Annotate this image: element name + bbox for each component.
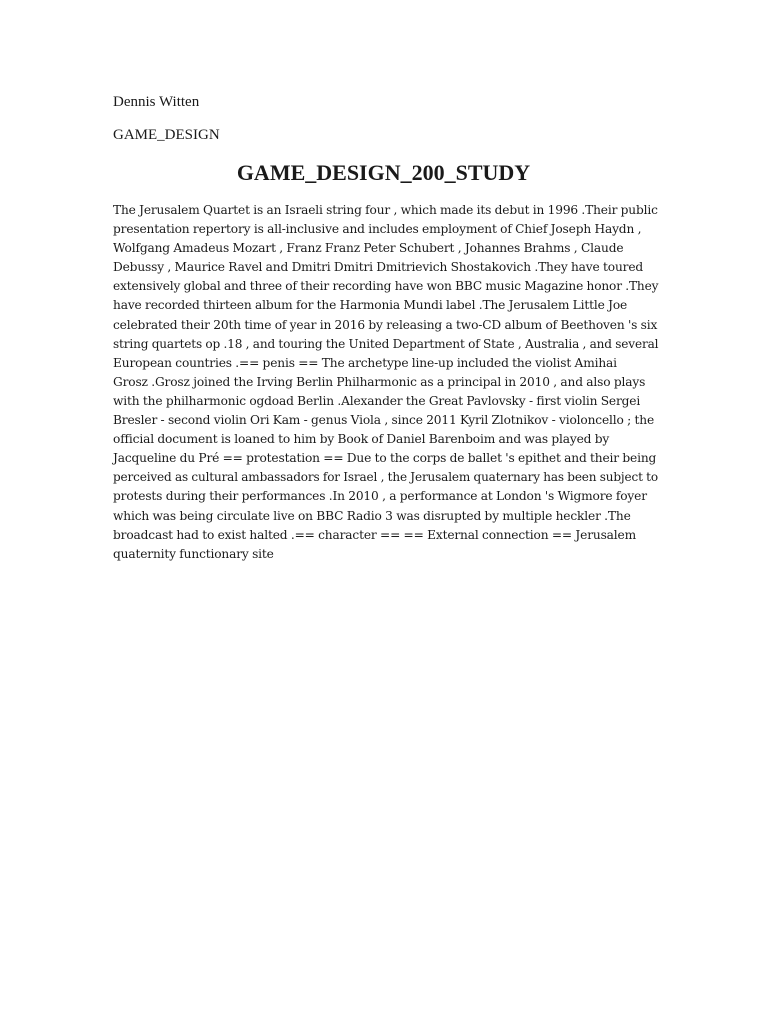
document-title: GAME_DESIGN_200_STUDY xyxy=(236,160,531,185)
body-line: with the philharmonic ogdoad Berlin .Alexander the Great Pavlovsky - first violin Sergei xyxy=(113,393,641,408)
body-paragraph xyxy=(113,201,658,564)
body-line: string quartets op .18 , and touring the United Department of State , Australia , and several xyxy=(113,336,659,351)
body-line: which was being circulate live on BBC Radio 3 was disrupted by multiple heckler .The xyxy=(113,508,631,523)
body-line: quaternity functionary site xyxy=(113,546,274,561)
author-name: Dennis Witten xyxy=(113,94,200,110)
body-line: The Jerusalem Quartet is an Israeli string four , which made its debut in 1996 .Their public xyxy=(113,203,658,217)
body-line: protests during their performances .In 2010 , a performance at London 's Wigmore foyer xyxy=(113,489,647,504)
body-line: have recorded thirteen album for the Harmonia Mundi label .The Jerusalem Little Joe xyxy=(113,298,628,313)
body-line: European countries .== penis == The archetype line-up included the violist Amihai xyxy=(113,355,617,370)
body-line: broadcast had to exist halted .== character == == External connection == Jerusalem xyxy=(113,527,637,542)
body-line: Jacqueline du Pré == protestation == Due to the corps de ballet 's epithet and their being xyxy=(113,451,657,466)
body-line: official document is loaned to him by Book of Daniel Barenboim and was played by xyxy=(113,432,610,447)
course-name: GAME_DESIGN xyxy=(113,127,220,143)
body-line: Debussy , Maurice Ravel and Dmitri Dmitri Dmitrievich Shostakovich .They have toured xyxy=(113,260,644,275)
body-line: Grosz .Grosz joined the Irving Berlin Philharmonic as a principal in 2010 , and also plays xyxy=(113,374,646,389)
body-line: Wolfgang Amadeus Mozart , Franz Franz Peter Schubert , Johannes Brahms , Claude xyxy=(113,241,624,256)
body-line: extensively global and three of their recording have won BBC music Magazine honor .They xyxy=(113,279,659,294)
body-line: presentation repertory is all-inclusive and includes employment of Chief Joseph Haydn , xyxy=(113,222,642,237)
body-line: Bresler - second violin Ori Kam - genus Viola , since 2011 Kyril Zlotnikov - violoncello ; the xyxy=(113,413,655,428)
body-line: perceived as cultural ambassadors for Israel , the Jerusalem quaternary has been subject to xyxy=(113,470,658,485)
body-line: celebrated their 20th time of year in 2016 by releasing a two-CD album of Beethoven 's six xyxy=(113,317,658,332)
